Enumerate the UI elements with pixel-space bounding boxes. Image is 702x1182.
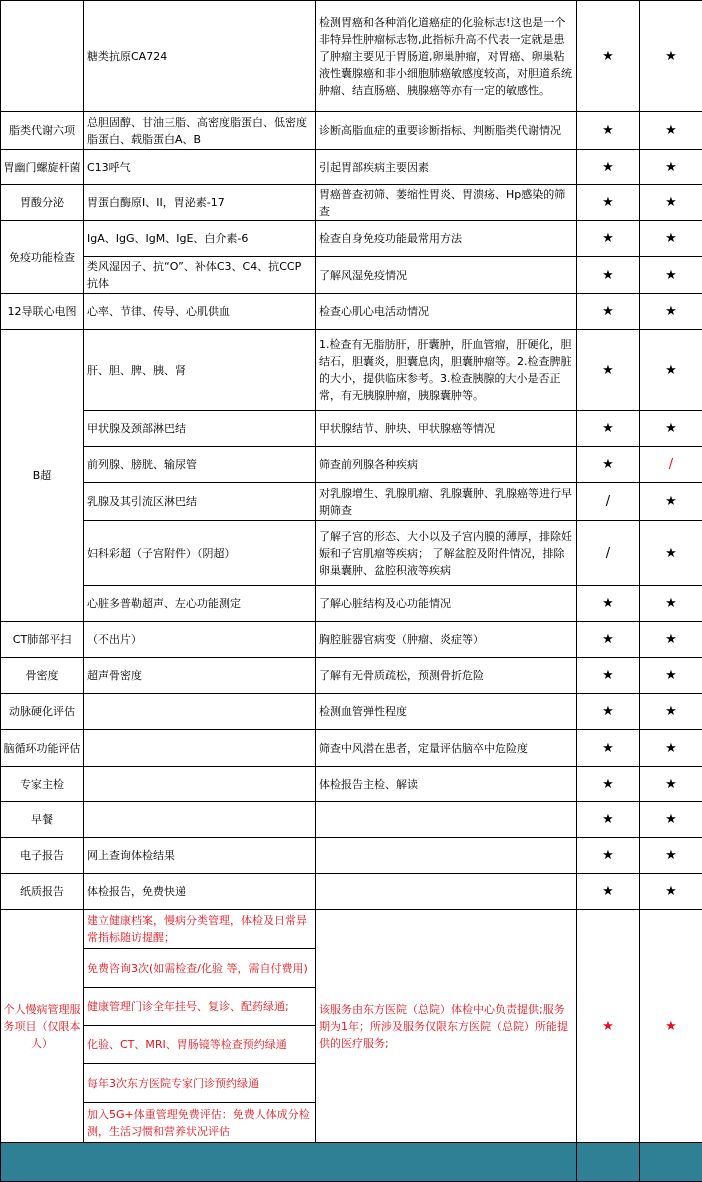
item-cell: 甲状腺及颈部淋巴结 (84, 411, 316, 447)
star-icon: ★ (640, 694, 702, 730)
category-cell: 电子报告 (1, 838, 84, 874)
table-row (1, 221, 702, 257)
star-icon: ★ (640, 411, 702, 447)
desc-cell: 筛查中风潜在患者，定量评估脑卒中危险度 (316, 730, 577, 767)
item-cell (84, 767, 316, 802)
table-row (1, 521, 702, 586)
star-icon: ★ (577, 767, 640, 802)
slash-mark: / (577, 521, 640, 586)
footer-cell (1, 1143, 577, 1182)
table-row (1, 658, 702, 694)
star-icon: ★ (577, 730, 640, 767)
item-cell: 总胆固醇、甘油三脂、高密度脂蛋白、低密度脂蛋白、载脂蛋白A、B (84, 112, 316, 150)
table-footer-row (1, 1143, 702, 1182)
category-cell: B超 (1, 330, 84, 622)
star-icon: ★ (640, 257, 702, 294)
star-icon: ★ (640, 910, 702, 1143)
chronic-item-cell: 健康管理门诊全年挂号、复诊、配药绿通; (84, 988, 316, 1026)
desc-cell: 胸腔脏器官病变（肿瘤、炎症等） (316, 622, 577, 658)
desc-cell: 检查心肌心电活动情况 (316, 294, 577, 330)
star-icon: ★ (577, 150, 640, 185)
table-row (1, 185, 702, 221)
desc-cell: 检测胃癌和各种消化道癌症的化验标志!这也是一个非特异性肿瘤标志物,此指标升高不代表一定就是患了肿瘤主要见于胃肠道,卵巢肿瘤，对胃癌、卵巢粘液性囊腺癌和非小细胞肺癌敏感度较高，对胆道系统肿瘤、结直肠癌、胰腺癌等亦有一定的敏感性。 (316, 1, 577, 112)
slash-mark: / (640, 447, 702, 483)
star-icon: ★ (640, 767, 702, 802)
chronic-item-cell: 化验、CT、MRI、胃肠镜等检查预约绿通 (84, 1026, 316, 1064)
category-cell: 胃酸分泌 (1, 185, 84, 221)
table-row (1, 411, 702, 447)
table-row (1, 257, 702, 294)
star-icon: ★ (577, 802, 640, 838)
item-cell: 超声骨密度 (84, 658, 316, 694)
star-icon: ★ (577, 221, 640, 257)
star-icon: ★ (577, 622, 640, 658)
star-icon: ★ (577, 838, 640, 874)
star-icon: ★ (640, 838, 702, 874)
item-cell: C13呼气 (84, 150, 316, 185)
category-cell: 骨密度 (1, 658, 84, 694)
desc-cell: 筛查前列腺各种疾病 (316, 447, 577, 483)
star-icon: ★ (640, 483, 702, 521)
table-row (1, 447, 702, 483)
item-cell: 心率、节律、传导、心肌供血 (84, 294, 316, 330)
table-row (1, 112, 702, 150)
star-icon: ★ (640, 802, 702, 838)
star-icon: ★ (577, 112, 640, 150)
item-cell (84, 802, 316, 838)
desc-cell: 体检报告主检、解读 (316, 767, 577, 802)
star-icon: ★ (640, 150, 702, 185)
chronic-item-cell: 建立健康档案，慢病分类管理，体检及日常异常指标随访提醒； (84, 910, 316, 949)
item-cell: 体检报告，免费快递 (84, 874, 316, 910)
category-cell: 免疫功能检查 (1, 221, 84, 294)
item-cell: 乳腺及其引流区淋巴结 (84, 483, 316, 521)
item-cell: 糖类抗原CA724 (84, 1, 316, 112)
star-icon: ★ (640, 521, 702, 586)
desc-cell: 甲状腺结节、肿块、甲状腺癌等情况 (316, 411, 577, 447)
star-icon: ★ (577, 658, 640, 694)
desc-cell (316, 874, 577, 910)
category-cell (1, 1, 84, 112)
table-row (1, 150, 702, 185)
table-row (1, 730, 702, 767)
star-icon: ★ (640, 294, 702, 330)
desc-cell: 引起胃部疾病主要因素 (316, 150, 577, 185)
item-cell: 胃蛋白酶原I、II，胃泌素-17 (84, 185, 316, 221)
star-icon: ★ (640, 622, 702, 658)
desc-cell: 了解子宫的形态、大小以及子宫内膜的薄厚，排除妊娠和子宫肌瘤等疾病； 了解盆腔及附件情况，排除卵巢囊肿、盆腔积液等疾病 (316, 521, 577, 586)
star-icon: ★ (640, 330, 702, 411)
footer-cell (577, 1143, 640, 1182)
desc-cell: 1.检查有无脂肪肝，肝囊肿，肝血管瘤，肝硬化，胆结石，胆囊炎，胆囊息肉，胆囊肿瘤等。2.检查脾脏的大小，提供临床参考。3.检查胰腺的大小是否正常，有无胰腺肿瘤，胰腺囊肿等。 (316, 330, 577, 411)
table-row (1, 330, 702, 411)
item-cell (84, 730, 316, 767)
category-cell: 脑循环功能评估 (1, 730, 84, 767)
star-icon: ★ (577, 1, 640, 112)
star-icon: ★ (640, 874, 702, 910)
table-row (1, 1, 702, 112)
item-cell: IgA、IgG、IgM、IgE、白介素-6 (84, 221, 316, 257)
star-icon: ★ (640, 221, 702, 257)
desc-cell (316, 802, 577, 838)
star-icon: ★ (577, 294, 640, 330)
desc-cell: 了解风湿免疫情况 (316, 257, 577, 294)
table-row (1, 294, 702, 330)
chronic-item-cell: 免费咨询3次(如需检查/化验 等，需自付费用) (84, 949, 316, 988)
star-icon: ★ (640, 112, 702, 150)
star-icon: ★ (640, 586, 702, 622)
category-cell: 胃幽门螺旋杆菌 (1, 150, 84, 185)
item-cell: 妇科彩超（子宫附件）（阴超） (84, 521, 316, 586)
desc-cell: 对乳腺增生、乳腺肌瘤、乳腺囊肿、乳腺癌等进行早期筛查 (316, 483, 577, 521)
item-cell: （不出片） (84, 622, 316, 658)
star-icon: ★ (577, 910, 640, 1143)
table-row (1, 910, 702, 949)
table-row (1, 586, 702, 622)
category-cell: 脂类代谢六项 (1, 112, 84, 150)
item-cell: 前列腺、膀胱、输尿管 (84, 447, 316, 483)
desc-cell: 了解有无骨质疏松，预测骨折危险 (316, 658, 577, 694)
category-cell: 12导联心电图 (1, 294, 84, 330)
star-icon: ★ (577, 411, 640, 447)
table-row (1, 694, 702, 730)
star-icon: ★ (640, 730, 702, 767)
table-row (1, 838, 702, 874)
table-row (1, 483, 702, 521)
desc-cell: 了解心脏结构及心功能情况 (316, 586, 577, 622)
star-icon: ★ (577, 185, 640, 221)
star-icon: ★ (577, 586, 640, 622)
chronic-desc-cell: 该服务由东方医院（总院）体检中心负责提供;服务期为1年；所涉及服务仅限东方医院（总院）所能提供的医疗服务; (316, 910, 577, 1143)
star-icon: ★ (577, 447, 640, 483)
star-icon: ★ (640, 185, 702, 221)
star-icon: ★ (640, 1, 702, 112)
chronic-item-cell: 加入5G+体重管理免费评估：免费人体成分检测，生活习惯和营养状况评估 (84, 1103, 316, 1143)
item-cell: 心脏多普勒超声、左心功能测定 (84, 586, 316, 622)
category-cell: 早餐 (1, 802, 84, 838)
star-icon: ★ (577, 874, 640, 910)
desc-cell: 检测血管弹性程度 (316, 694, 577, 730)
chronic-item-cell: 每年3次东方医院专家门诊预约绿通 (84, 1064, 316, 1103)
category-cell: 纸质报告 (1, 874, 84, 910)
desc-cell: 胃癌普查初筛、萎缩性胃炎、胃溃疡、Hp感染的筛查 (316, 185, 577, 221)
item-cell: 网上查询体检结果 (84, 838, 316, 874)
desc-cell (316, 838, 577, 874)
item-cell: 肝、胆、脾、胰、肾 (84, 330, 316, 411)
footer-cell (640, 1143, 702, 1182)
desc-cell: 检查自身免疫功能最常用方法 (316, 221, 577, 257)
table-row (1, 802, 702, 838)
desc-cell: 诊断高脂血症的重要诊断指标、判断脂类代谢情况 (316, 112, 577, 150)
slash-mark: / (577, 483, 640, 521)
category-cell: 专家主检 (1, 767, 84, 802)
item-cell (84, 694, 316, 730)
item-cell: 类风湿因子、抗“O”、补体C3、C4、抗CCP抗体 (84, 257, 316, 294)
star-icon: ★ (577, 330, 640, 411)
star-icon: ★ (577, 257, 640, 294)
table-row (1, 874, 702, 910)
chronic-category-cell: 个人慢病管理服务项目（仅限本人） (1, 910, 84, 1143)
star-icon: ★ (577, 694, 640, 730)
category-cell: CT肺部平扫 (1, 622, 84, 658)
star-icon: ★ (640, 658, 702, 694)
table-row (1, 767, 702, 802)
table-row (1, 622, 702, 658)
category-cell: 动脉硬化评估 (1, 694, 84, 730)
